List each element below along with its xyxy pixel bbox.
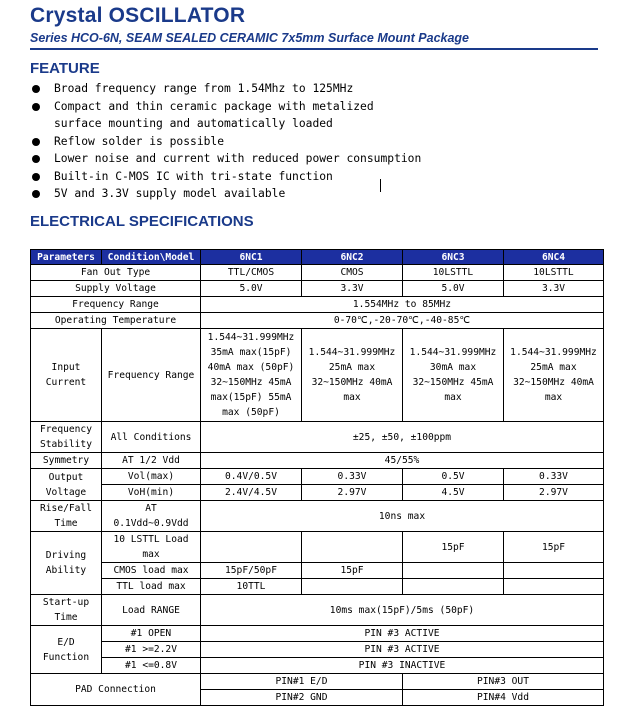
feature-item: 5V and 3.3V supply model available (30, 185, 421, 203)
row-label: Symmetry (31, 453, 102, 469)
row-label: Operating Temperature (31, 313, 201, 329)
col-header: 6NC1 (201, 250, 302, 265)
table-row: Driving Ability 10 LSTTL Load max 15pF 15pF (31, 532, 604, 563)
feature-heading: FEATURE (30, 60, 100, 77)
table-row: Input Current Frequency Range 1.544~31.999MHz 35mA max(15pF) 40mA max (50pF) 32~150MHz 45mA max(15pF) 55mA max (50pF) 1.544~31.999MHz 25mA max 32~150MHz 40mA max 1.544~31.999MHz 30mA max 32~150MHz 45mA max 1.544~31.999MHz 25mA max 32~150MHz 40mA max (31, 329, 604, 422)
col-header: 6NC3 (403, 250, 504, 265)
row-label: Fan Out Type (31, 265, 201, 281)
bullet-icon (32, 155, 40, 163)
row-label: Driving Ability (31, 532, 102, 595)
bullet-icon (32, 173, 40, 181)
row-label: Rise/Fall Time (31, 501, 102, 532)
feature-item: Broad frequency range from 1.54Mhz to 125MHz (30, 80, 421, 98)
table-row: VoH(min) 2.4V/4.5V 2.97V 4.5V 2.97V (31, 485, 604, 501)
bullet-icon (32, 190, 40, 198)
feature-item: Reflow solder is possible (30, 133, 421, 151)
row-label: Frequency Stability (31, 422, 102, 453)
page-subtitle: Series HCO-6N, SEAM SEALED CERAMIC 7x5mm Surface Mount Package (30, 31, 470, 45)
table-row: Supply Voltage 5.0V 3.3V 5.0V 3.3V (31, 281, 604, 297)
bullet-icon (32, 138, 40, 146)
table-row: #1 <=0.8V PIN #3 INACTIVE (31, 658, 604, 674)
table-row: Operating Temperature 0-70℃,-20-70℃,-40-85℃ (31, 313, 604, 329)
row-label: Supply Voltage (31, 281, 201, 297)
text-cursor (380, 179, 381, 192)
row-label: Frequency Range (31, 297, 201, 313)
table-row: E/D Function #1 OPEN PIN #3 ACTIVE (31, 626, 604, 642)
table-row: Frequency Stability All Conditions ±25, ±50, ±100ppm (31, 422, 604, 453)
table-row: TTL load max 10TTL (31, 579, 604, 595)
spec-table (30, 249, 604, 706)
feature-item: Compact and thin ceramic package with metalized (30, 98, 421, 116)
row-label: Input Current (31, 329, 102, 422)
bullet-icon (32, 85, 40, 93)
spec-heading: ELECTRICAL SPECIFICATIONS (30, 213, 254, 230)
col-header: Condition\Model (102, 250, 201, 265)
feature-item: Built-in C-MOS IC with tri-state function (30, 168, 421, 186)
col-header: 6NC4 (504, 250, 604, 265)
row-label: E/D Function (31, 626, 102, 674)
table-row: Start-up Time Load RANGE 10ms max(15pF)/5ms (50pF) (31, 595, 604, 626)
table-row: Fan Out Type TTL/CMOS CMOS 10LSTTL 10LSTTL (31, 265, 604, 281)
row-label: PAD Connection (31, 674, 201, 706)
table-row: PIN#2 GND PIN#4 Vdd (31, 690, 604, 706)
page-title: Crystal OSCILLATOR (30, 4, 246, 27)
row-label: Output Voltage (31, 469, 102, 501)
table-row: PAD Connection PIN#1 E/D PIN#3 OUT (31, 674, 604, 690)
table-header-row (31, 250, 604, 265)
table-row: Symmetry AT 1/2 Vdd 45/55% (31, 453, 604, 469)
table-row: #1 >=2.2V PIN #3 ACTIVE (31, 642, 604, 658)
col-header: 6NC2 (302, 250, 403, 265)
table-row: Frequency Range 1.554MHz to 85MHz (31, 297, 604, 313)
table-row: Rise/Fall Time AT 0.1Vdd~0.9Vdd 10ns max (31, 501, 604, 532)
row-label: Start-up Time (31, 595, 102, 626)
title-divider (30, 48, 598, 50)
feature-item: Lower noise and current with reduced power consumption (30, 150, 421, 168)
table-row: Output Voltage Vol(max) 0.4V/0.5V 0.33V 0.5V 0.33V (31, 469, 604, 485)
feature-list (30, 80, 421, 203)
bullet-icon (32, 103, 40, 111)
table-row: CMOS load max 15pF/50pF 15pF (31, 563, 604, 579)
feature-item-continued: surface mounting and automatically loaded (54, 117, 333, 130)
col-header: Parameters (31, 250, 102, 265)
